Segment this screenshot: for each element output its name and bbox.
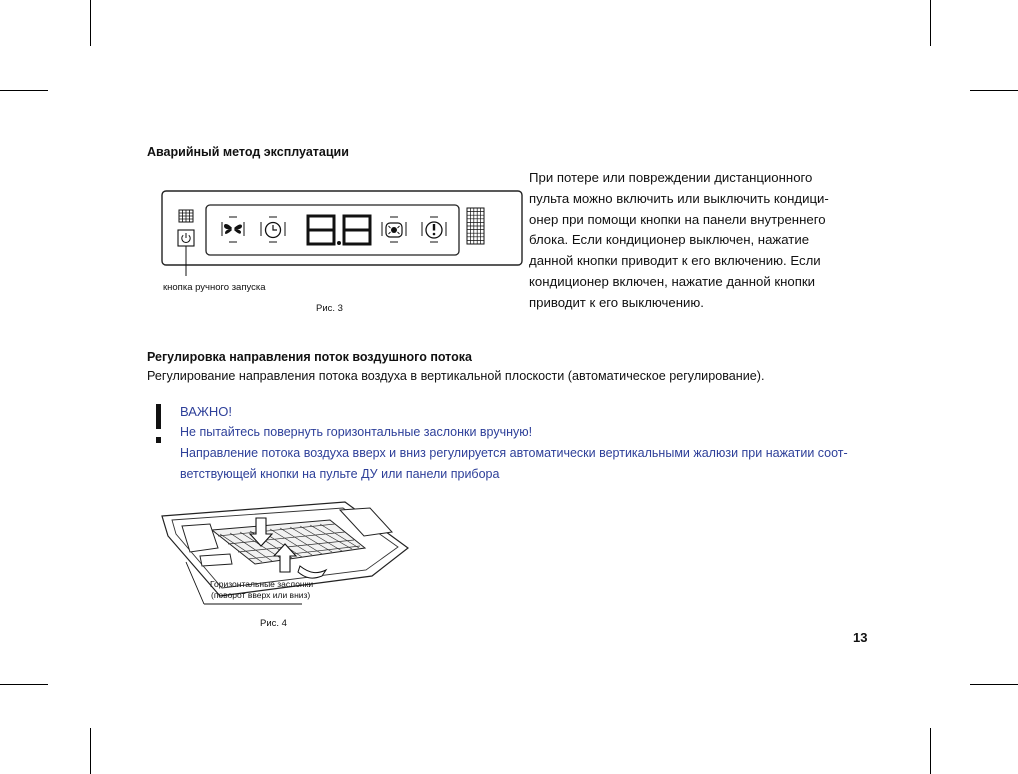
crop-mark-bottom-left-h <box>0 684 48 685</box>
manual-start-button[interactable] <box>178 230 194 246</box>
crop-mark-top-right-h <box>970 90 1018 91</box>
indicator-grid-left <box>179 210 193 222</box>
crop-mark-top-left-v <box>90 0 91 46</box>
receiver-window <box>467 208 484 244</box>
warning-exclamation-icon <box>156 404 162 444</box>
figure-3-caption: Рис. 3 <box>316 303 343 314</box>
crop-mark-bottom-right-v <box>930 728 931 774</box>
fan-icon <box>222 217 244 242</box>
paragraph-line: блока. Если кондиционер выключен, нажатие <box>529 232 810 248</box>
timer-icon <box>261 217 285 242</box>
manual-start-label: кнопка ручного запуска <box>163 282 266 293</box>
figure-4-caption: Рис. 4 <box>260 618 287 629</box>
airflow-description: Регулирование направления потока воздуха в вертикальной плоскости (автоматическое регулирование). <box>147 369 765 383</box>
paragraph-line: приводит к его выключению. <box>529 294 704 310</box>
crop-mark-bottom-left-v <box>90 728 91 774</box>
emergency-paragraph <box>529 168 839 314</box>
warning-heading: ВАЖНО! <box>180 404 233 419</box>
control-panel-figure <box>160 188 540 288</box>
page-number: 13 <box>853 630 868 645</box>
warning-line-1: Не пытайтесь повернуть горизонтальные заслонки вручную! <box>180 425 533 439</box>
warning-line-3: ветствующей кнопки на пульте ДУ или панели прибора <box>180 467 500 481</box>
paragraph-line: пульта можно включить или выключить кондици- <box>529 190 829 206</box>
paragraph-line: онер при помощи кнопки на панели внутреннего <box>529 211 826 227</box>
paragraph-line: данной кнопки приводит к его включению. Если <box>529 253 821 269</box>
crop-mark-top-right-v <box>930 0 931 46</box>
section-title-emergency: Аварийный метод эксплуатации <box>147 145 349 159</box>
paragraph-line: кондиционер включен, нажатие данной кнопки <box>529 273 816 289</box>
crop-mark-bottom-right-h <box>970 684 1018 685</box>
louver-label-line-2: (поворот вверх или вниз) <box>211 590 311 600</box>
warning-line-2: Направление потока воздуха вверх и вниз регулируется автоматически вертикальными жалюзи при нажатии соот- <box>180 446 848 460</box>
section-title-airflow: Регулировка направления поток воздушного потока <box>147 350 472 364</box>
crop-mark-top-left-h <box>0 90 48 91</box>
alert-icon <box>422 217 446 242</box>
paragraph-line: При потере или повреждении дистанционного <box>529 170 813 185</box>
swing-icon <box>382 217 406 242</box>
louver-label-line-1: Горизонтальные заслонки <box>210 579 314 589</box>
digital-display <box>308 216 370 245</box>
